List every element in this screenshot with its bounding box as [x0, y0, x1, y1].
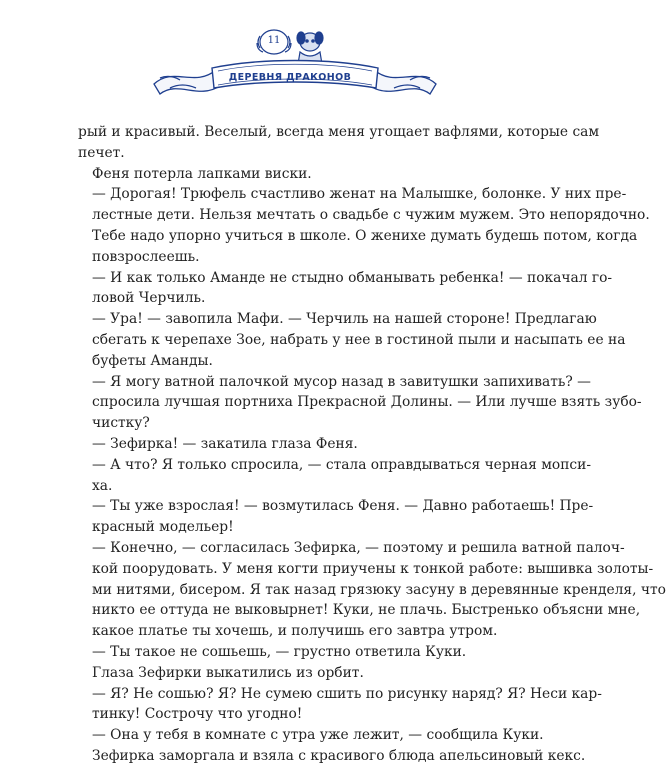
text-line: сбегать к черепахе Зое, набрать у нее в гостиной пыли и насыпать ее на [92, 331, 626, 348]
text-line: — Зефирка! — закатила глаза Феня. [92, 435, 358, 452]
text-line: — Ты такое не сошьешь, — грустно ответила Куки. [92, 643, 467, 660]
ribbon-right-tail [370, 70, 436, 94]
ribbon-banner-illustration [150, 28, 440, 100]
text-line: повзрослеешь. [92, 248, 200, 265]
text-line: печет. [78, 144, 125, 161]
text-line: — Ура! — завопила Мафи. — Черчиль на нашей стороне! Предлагаю [92, 311, 597, 328]
paragraph [78, 684, 602, 726]
paragraph [78, 122, 600, 164]
paragraph [78, 642, 532, 663]
text-line: тинку! Сострочу что угодно! [92, 706, 303, 723]
page-number: 11 [267, 35, 281, 46]
chapter-header [150, 28, 440, 100]
text-line: ми нитями, бисером. Я так назад грязюку засуну в деревянные кренделя, что [92, 581, 666, 598]
page-text [78, 122, 666, 767]
paragraph [78, 268, 613, 310]
paragraph [78, 746, 586, 767]
paragraph [78, 663, 532, 684]
text-line: — И как только Аманде не стыдно обманывать ребенка! — покачал го- [92, 269, 613, 286]
text-line: какое платье ты хочешь, и получишь его завтра утром. [92, 623, 498, 640]
text-line: ловой Черчиль. [92, 290, 206, 307]
text-line: Зефирка заморгала и взяла с красивого блюда апельсиновый кекс. [92, 747, 586, 764]
text-line: никто ее оттуда не выковырнет! Куки, не плачь. Быстренько объясни мне, [92, 602, 641, 619]
paragraph [78, 455, 592, 497]
text-line: спросила лучшая портниха Прекрасной Долины. — Или лучше взять зубо- [92, 394, 642, 411]
text-line: — А что? Я только спросила, — стала оправдываться черная мопси- [92, 456, 592, 473]
text-line: чистку? [92, 415, 150, 432]
ribbon-left-tail [154, 70, 220, 94]
text-line: рый и красивый. Веселый, всегда меня угощает вафлями, которые сам [78, 124, 600, 140]
text-line: — Ты уже взрослая! — возмутилась Феня. — Давно работаешь! Пре- [92, 498, 594, 515]
text-line: — Дорогая! Трюфель счастливо женат на Малышке, болонке. У них пре- [92, 186, 627, 203]
text-line: кой поорудовать. У меня когти приучены к тонкой работе: вышивка золоты- [92, 560, 654, 577]
paragraph [78, 309, 626, 371]
text-line: Глаза Зефирки выкатились из орбит. [92, 664, 364, 681]
text-line: — Я? Не сошью? Я? Не сумею сшить по рисунку наряд? Я? Неси кар- [92, 685, 602, 702]
text-line: — Я могу ватной палочкой мусор назад в завитушки запихивать? — [92, 373, 591, 390]
paragraph [78, 725, 544, 746]
paragraph [78, 496, 594, 538]
text-line: — Она у тебя в комнате с утра уже лежит, — сообщила Куки. [92, 727, 544, 744]
text-line: Тебе надо упорно учиться в школе. О женихе думать будешь потом, когда [92, 227, 638, 244]
paragraph [78, 538, 666, 642]
text-line: Феня потерла лапками виски. [92, 165, 312, 182]
text-line: — Конечно, — согласилась Зефирка, — поэтому и решила ватной палоч- [92, 539, 625, 556]
paragraph [78, 372, 642, 434]
paragraph [78, 434, 532, 455]
text-line: ха. [92, 477, 113, 494]
book-title: ДЕРЕВНЯ ДРАКОНОВ [228, 72, 352, 83]
text-line: красный модельер! [92, 519, 234, 536]
paragraph [78, 184, 650, 267]
text-line: буфеты Аманды. [92, 352, 213, 369]
paragraph [78, 164, 532, 185]
text-line: лестные дети. Нельзя мечтать о свадьбе с чужим мужем. Это непорядочно. [92, 207, 650, 224]
